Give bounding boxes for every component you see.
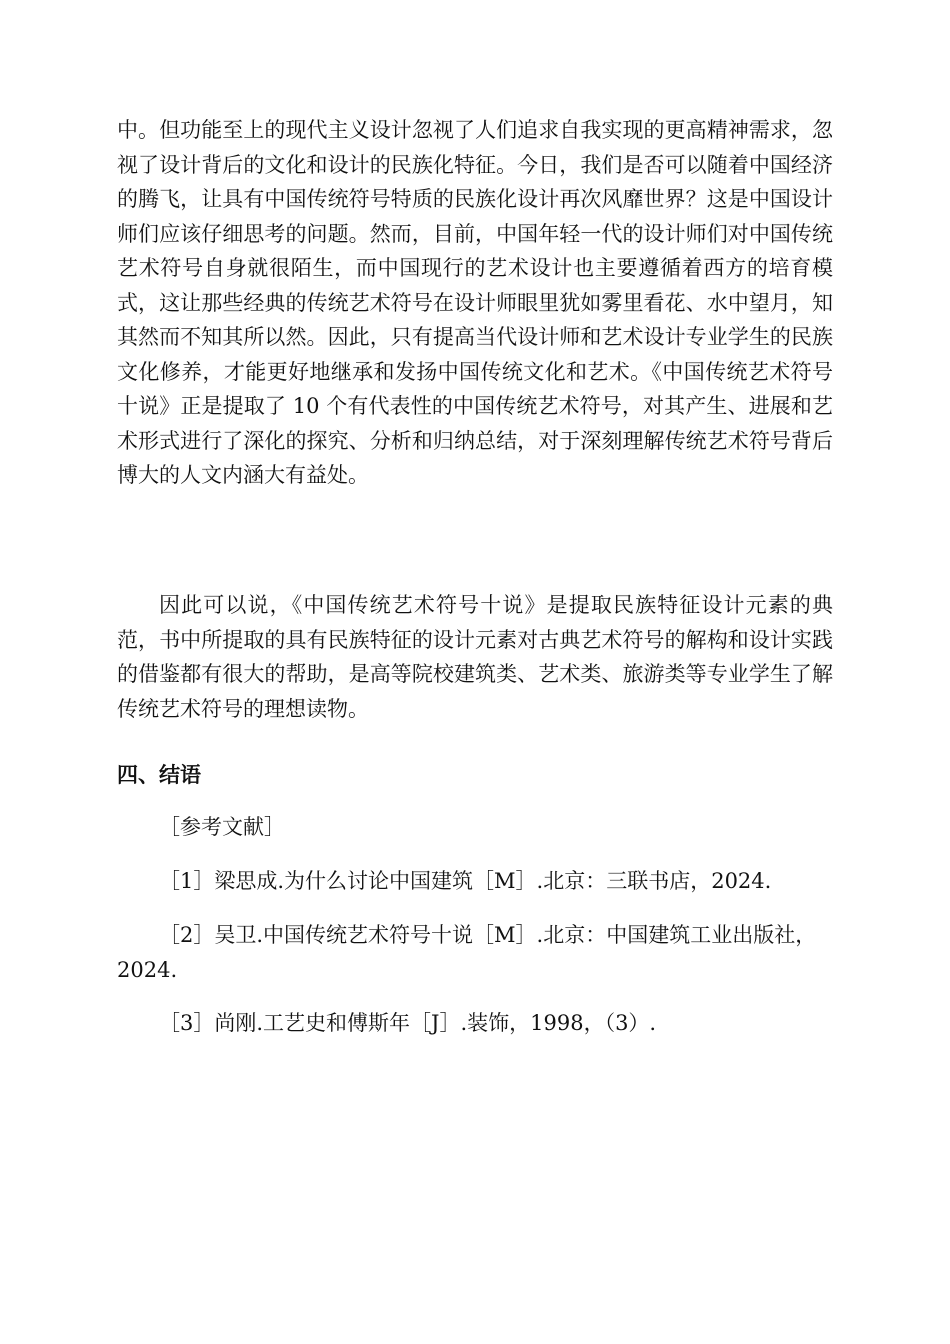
- references-label: ［参考文献］: [159, 815, 285, 839]
- section-heading-conclusion: 四、结语: [117, 763, 201, 787]
- body-paragraph-2: 因此可以说，《中国传统艺术符号十说》是提取民族特征设计元素的典范，书中所提取的具有民族特征的设计元素对古典艺术符号的解构和设计实践的借鉴都有很大的帮助，是高等院校建筑类、艺术类、旅游类等专业学生了解传统艺术符号的理想读物。: [117, 593, 833, 721]
- reference-item-1: ［1］梁思成.为什么讨论中国建筑［M］.北京：三联书店，2024.: [159, 869, 772, 893]
- reference-item-3: ［3］尚刚.工艺史和傅斯年［J］.装饰，1998，（3）.: [159, 1011, 657, 1035]
- reference-item-2: ［2］吴卫.中国传统艺术符号十说［M］.北京：中国建筑工业出版社，2024.: [117, 923, 817, 982]
- body-paragraph-1: 中。但功能至上的现代主义设计忽视了人们追求自我实现的更高精神需求，忽视了设计背后的文化和设计的民族化特征。今日，我们是否可以随着中国经济的腾飞，让具有中国传统符号特质的民族化设计再次风靡世界？这是中国设计师们应该仔细思考的问题。然而，目前，中国年轻一代的设计师们对中国传统艺术符号自身就很陌生，而中国现行的艺术设计也主要遵循着西方的培育模式，这让那些经典的传统艺术符号在设计师眼里犹如雾里看花、水中望月，知其然而不知其所以然。因此，只有提高当代设计师和艺术设计专业学生的民族文化修养，才能更好地继承和发扬中国传统文化和艺术。《中国传统艺术符号十说》正是提取了 10 个有代表性的中国传统艺术符号，对其产生、进展和艺术形式进行了深化的探究、分析和归纳总结，对于深刻理解传统艺术符号背后博大的人文内涵大有益处。: [117, 118, 833, 487]
